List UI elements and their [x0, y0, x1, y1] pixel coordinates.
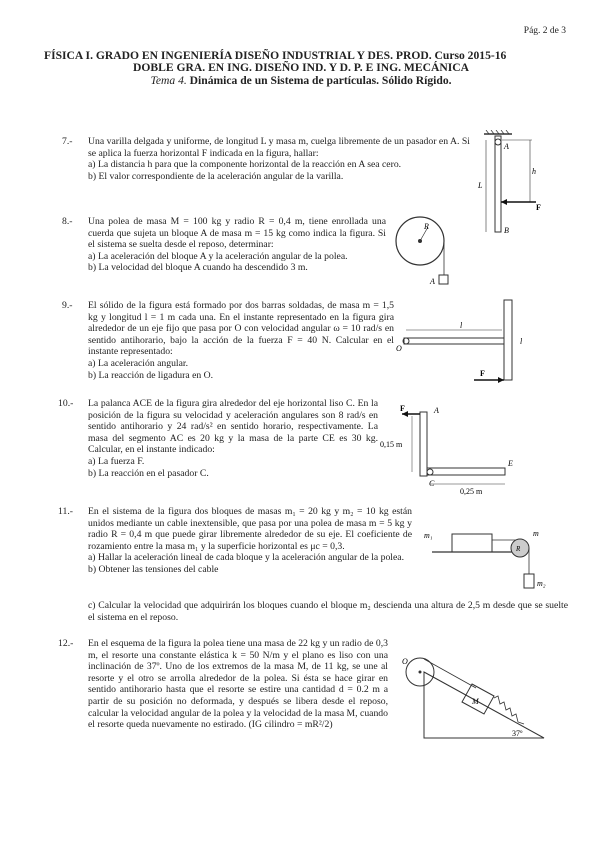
problem-10-text: La palanca ACE de la figura gira alrededor del eje horizontal liso C. En la posición de la figura su velocidad y aceleración angulares son 8 rad/s en sentido antihorario y 24 rad/s² en sentido horario, respectivamente. La masa del segmento AC es 20 kg y la masa de la parte CE es 30 kg. Calcular, en el instante indicado:	[88, 398, 378, 456]
label-l-vertical: l	[520, 337, 523, 346]
label-A: A	[430, 277, 435, 286]
topic-label: Tema 4.	[150, 74, 187, 87]
problem-8	[88, 216, 386, 274]
lever-AC	[420, 412, 427, 476]
problem-9-item-b: b) La reacción de ligadura en O.	[88, 369, 214, 381]
problem-9-text: El sólido de la figura está formado por dos barras soldadas, de masa m = 1,5 kg y longitud l = 1 m cada una. En el instante representado en la figura gira alrededor de un eje fijo que pasa por O con velocidad angular ω = 10 rad/s en sentido antihorario, bajo la acción de la fuerza F = 40 N. Calcular en el instante representado:	[88, 300, 394, 358]
problem-7-item-b: b) El valor correspondiente de la aceleración angular de la varilla.	[88, 170, 344, 182]
label-R: R	[424, 222, 429, 231]
label-l-horizontal: l	[460, 321, 463, 330]
label-m2: m₂	[537, 579, 546, 588]
label-m: m	[533, 529, 539, 538]
problem-7-number: 7.-	[62, 136, 73, 147]
problem-9-item-a: a) La aceleración angular.	[88, 357, 189, 369]
spring	[494, 696, 524, 724]
label-O: O	[402, 657, 408, 666]
label-0-25m: 0,25 m	[460, 487, 483, 496]
problem-10	[88, 398, 378, 479]
problem-12-figure	[394, 652, 554, 747]
inclined-plane	[424, 672, 544, 738]
pin-A	[495, 139, 501, 145]
vertical-bar	[504, 300, 512, 380]
rope	[424, 659, 476, 688]
label-m1: m₁	[424, 531, 433, 540]
label-F: F	[536, 203, 541, 212]
problem-10-item-a: a) La fuerza F.	[88, 455, 145, 467]
problem-12-text: En el esquema de la figura la polea tiene una masa de 22 kg y un radio de 0,3 m, el resorte una constante elástica k = 50 N/m y el plano es liso con una inclinación de 37º. Uno de los extremos de la masa M, de 11 kg, se une al resorte y el otro se arrolla alrededor de la polea. Si ésta se hace girar en sentido antihorario hasta que el resorte se estire una cantidad d = 0.2 m a partir de su posición no deformada, y después se libera desde el reposo, calcular la velocidad angular de la polea y la velocidad de la masa M, cuando el resorte queda nuevamente no estirado. (IG cilindro = mR²/2)	[88, 638, 388, 731]
problem-8-text: Una polea de masa M = 100 kg y radio R = 0,4 m, tiene enrollada una cuerda que sujeta un bloque A de masa m = 15 kg como indica la figura. Si el sistema se suelta desde el reposo, determinar:	[88, 216, 386, 251]
problem-9	[88, 300, 394, 381]
problem-10-figure	[380, 402, 520, 497]
problem-11-item-b: b) Obtener las tensiones del cable	[88, 563, 219, 575]
problem-8-item-a: a) La aceleración del bloque A y la aceleración angular de la polea.	[88, 250, 348, 262]
label-M: M	[472, 697, 479, 706]
problem-11-number: 11.-	[58, 506, 73, 517]
problem-8-item-b: b) La velocidad del bloque A cuando ha descendido 3 m.	[88, 262, 308, 274]
problem-9-number: 9.-	[62, 300, 73, 311]
header-line-2: DOBLE GRA. EN ING. DISEÑO IND. Y D. P. E ING. MECÁNICA	[133, 61, 469, 74]
label-0-15m: 0,15 m	[380, 440, 403, 449]
problem-11-figure	[420, 524, 555, 596]
header-line-1: FÍSICA I. GRADO EN INGENIERÍA DISEÑO INDUSTRIAL Y DES. PROD. Curso 2015-16	[44, 49, 507, 62]
lever-CE	[427, 468, 505, 475]
page-number: Pág. 2 de 3	[523, 26, 566, 36]
label-A: A	[504, 142, 509, 151]
block-A	[439, 275, 448, 284]
problem-11	[88, 506, 412, 576]
problem-12-number: 12.-	[58, 638, 74, 649]
label-R: R	[516, 545, 521, 553]
problem-7-text: Una varilla delgada y uniforme, de longitud L y masa m, cuelga libremente de un pasador en A. Si se aplica la fuerza horizontal F indicada en la figura, hallar:	[88, 136, 470, 159]
rod	[495, 136, 501, 232]
label-E: E	[508, 459, 513, 468]
problem-8-number: 8.-	[62, 216, 73, 227]
horizontal-bar	[404, 338, 504, 344]
label-B: B	[504, 226, 509, 235]
topic-title: Dinámica de un Sistema de partículas. Sólido Rígido.	[186, 74, 452, 87]
problem-7-item-a: a) La distancia h para que la componente horizontal de la reacción en A sea cero.	[88, 159, 402, 171]
label-F: F	[400, 404, 405, 413]
problem-12	[88, 638, 388, 731]
problem-11-item-c: c) Calcular la velocidad que adquirirán los bloques cuando el bloque m₂ descienda una altura de 2,5 m desde que se suelte el sistema en el reposo.	[88, 600, 568, 623]
label-h: h	[532, 167, 536, 176]
label-C: C	[429, 479, 435, 488]
block-m1	[452, 534, 492, 552]
label-L: L	[478, 181, 483, 190]
block-m2	[524, 574, 534, 588]
pivot-C	[427, 469, 433, 475]
problem-9-figure	[392, 296, 542, 388]
label-A: A	[434, 406, 439, 415]
problem-8-figure	[390, 215, 470, 290]
problem-7-figure	[474, 130, 554, 240]
problem-10-item-b: b) La reacción en el pasador C.	[88, 467, 209, 479]
problem-10-number: 10.-	[58, 398, 74, 409]
label-F: F	[480, 369, 485, 378]
problem-7	[88, 136, 470, 182]
label-O: O	[396, 344, 402, 353]
problem-11-text: En el sistema de la figura dos bloques de masas m₁ = 20 kg y m₂ = 10 kg están unidos mediante un cable inextensible, que pasa por una polea de masa m = 5 kg y radio R = 0,4 m que puede girar libremente alrededor de su eje. El coeficiente de rozamiento entre la masa m₁ y la superficie horizontal es μc = 0,3.	[88, 506, 412, 552]
problem-11-item-a: a) Hallar la aceleración lineal de cada bloque y la aceleración angular de la polea.	[88, 552, 405, 564]
label-angle: 37º	[512, 729, 523, 738]
header-line-3	[0, 74, 602, 87]
